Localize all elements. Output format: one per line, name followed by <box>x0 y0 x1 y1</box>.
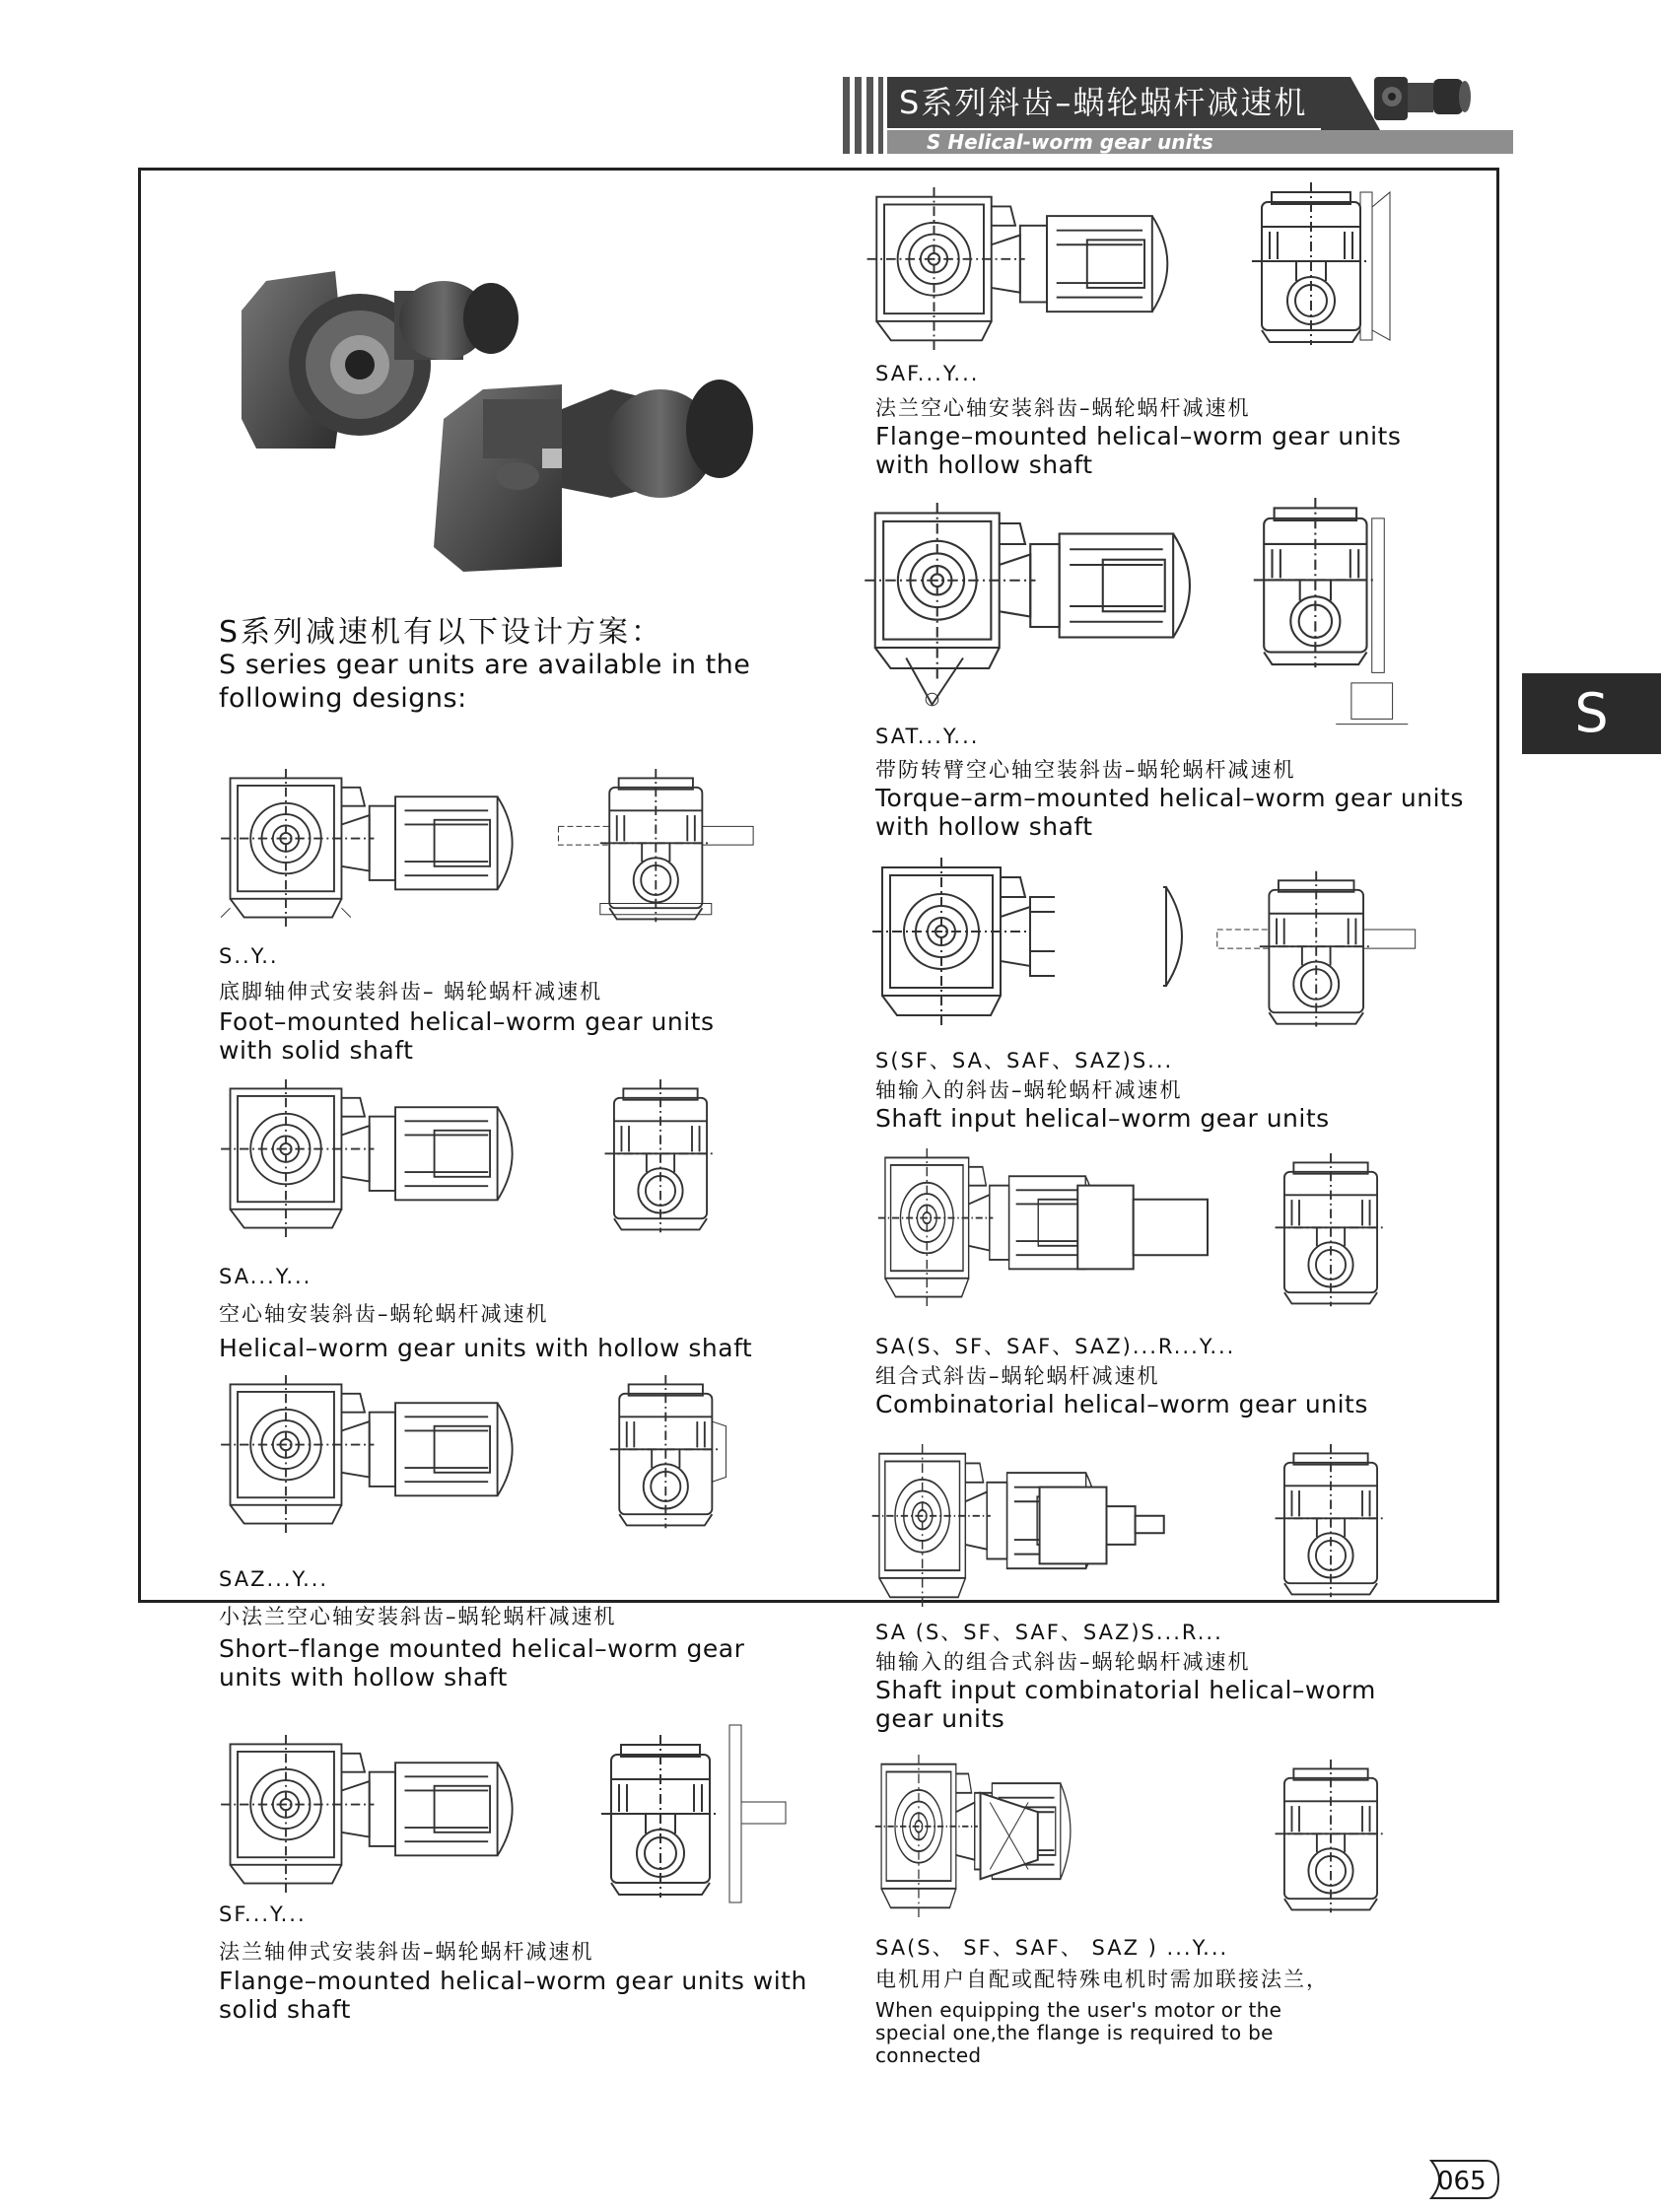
design-code: S..Y.. <box>219 944 279 968</box>
drawing-saz-end <box>601 1375 739 1533</box>
design-code: SA (S、SF、SAF、SAZ)S...R... <box>875 1621 1223 1644</box>
design-en: Flange–mounted helical–worm gear units with hollow shaft <box>875 422 1402 479</box>
design-cn: 法兰轴伸式安装斜齿–蜗轮蜗杆减速机 <box>219 1940 594 1964</box>
drawing-sa-end <box>591 1079 729 1237</box>
design-cn: 带防转臂空心轴空装斜齿–蜗轮蜗杆减速机 <box>875 758 1296 782</box>
design-cn: 组合式斜齿–蜗轮蜗杆减速机 <box>875 1364 1160 1388</box>
drawing-saf-side <box>858 187 1173 350</box>
header-title-cn: S系列斜齿–蜗轮蜗杆减速机 <box>887 77 1321 128</box>
design-cn: 轴输入的斜齿–蜗轮蜗杆减速机 <box>875 1078 1183 1102</box>
drawing-sf-end <box>596 1725 794 1902</box>
drawing-sf-side <box>202 1735 527 1893</box>
drawing-sa-s-r-end <box>1262 1444 1400 1602</box>
design-en: Flange–mounted helical–worm gear units with solid shaft <box>219 1967 807 2024</box>
design-en: Helical–worm gear units with hollow shaft <box>219 1334 753 1362</box>
intro-cn: S系列减速机有以下设计方案： <box>219 615 664 650</box>
design-cn: 轴输入的组合式斜齿–蜗轮蜗杆减速机 <box>875 1650 1251 1674</box>
drawing-s-shaft-input-side <box>867 858 1134 1025</box>
drawing-sat-end <box>1252 498 1410 734</box>
design-en: Short–flange mounted helical–worm gear units with hollow shaft <box>219 1634 745 1692</box>
design-code: SAT...Y... <box>875 725 980 748</box>
design-en: Shaft input helical–worm gear units <box>875 1104 1330 1133</box>
section-tab[interactable]: S <box>1522 673 1661 754</box>
design-cn: 底脚轴伸式安装斜齿– 蜗轮蜗杆减速机 <box>219 980 603 1003</box>
drawing-sa-r-end <box>1262 1153 1400 1311</box>
design-cn: 空心轴安装斜齿–蜗轮蜗杆减速机 <box>219 1302 549 1326</box>
design-cn: 电机用户自配或配特殊电机时需加联接法兰， <box>875 1968 1329 1991</box>
design-cn: 小法兰空心轴安装斜齿–蜗轮蜗杆减速机 <box>219 1605 617 1628</box>
drawing-sa-r-side <box>867 1148 1232 1306</box>
design-en: Foot–mounted helical–worm gear units with solid shaft <box>219 1007 715 1065</box>
intro-en: S series gear units are available in the following designs: <box>219 650 751 714</box>
design-en: Combinatorial helical–worm gear units <box>875 1390 1368 1418</box>
header-title-en: S Helical-worm gear units <box>887 130 1513 154</box>
drawing-saf-end <box>1247 182 1405 350</box>
page-number: 065 <box>1437 2167 1487 2196</box>
design-code: SA(S、 SF、SAF、 SAZ ) ...Y... <box>875 1936 1229 1960</box>
design-code: SA...Y... <box>219 1265 312 1288</box>
design-en: When equipping the user's motor or the special one,the flange is required to be connected <box>875 1998 1282 2067</box>
drawing-sat-side <box>858 503 1193 710</box>
design-en: Shaft input combinatorial helical–worm gear units <box>875 1676 1376 1733</box>
drawing-saz-side <box>202 1375 527 1533</box>
drawing-sa-user-motor-end <box>1262 1760 1400 1917</box>
design-code: S(SF、SA、SAF、SAZ)S... <box>875 1049 1174 1072</box>
drawing-s-side <box>202 769 527 927</box>
design-code: SF...Y... <box>219 1902 307 1926</box>
drawing-s-shaft-input-end <box>1212 867 1429 1035</box>
header-product-icon <box>1370 67 1474 128</box>
design-code: SA(S、SF、SAF、SAZ)...R...Y... <box>875 1335 1236 1358</box>
drawing-sa-side <box>202 1079 527 1237</box>
product-photo <box>237 251 769 577</box>
drawing-s-end <box>552 769 769 927</box>
header-decor-bars <box>843 77 887 154</box>
design-en: Torque–arm–mounted helical–worm gear units with hollow shaft <box>875 784 1464 841</box>
drawing-sa-user-motor-side <box>867 1755 1065 1917</box>
design-code: SAZ...Y... <box>219 1567 329 1591</box>
design-code: SAF...Y... <box>875 362 980 385</box>
drawing-sa-s-r-side <box>867 1444 1183 1607</box>
design-cn: 法兰空心轴安装斜齿–蜗轮蜗杆减速机 <box>875 396 1251 420</box>
